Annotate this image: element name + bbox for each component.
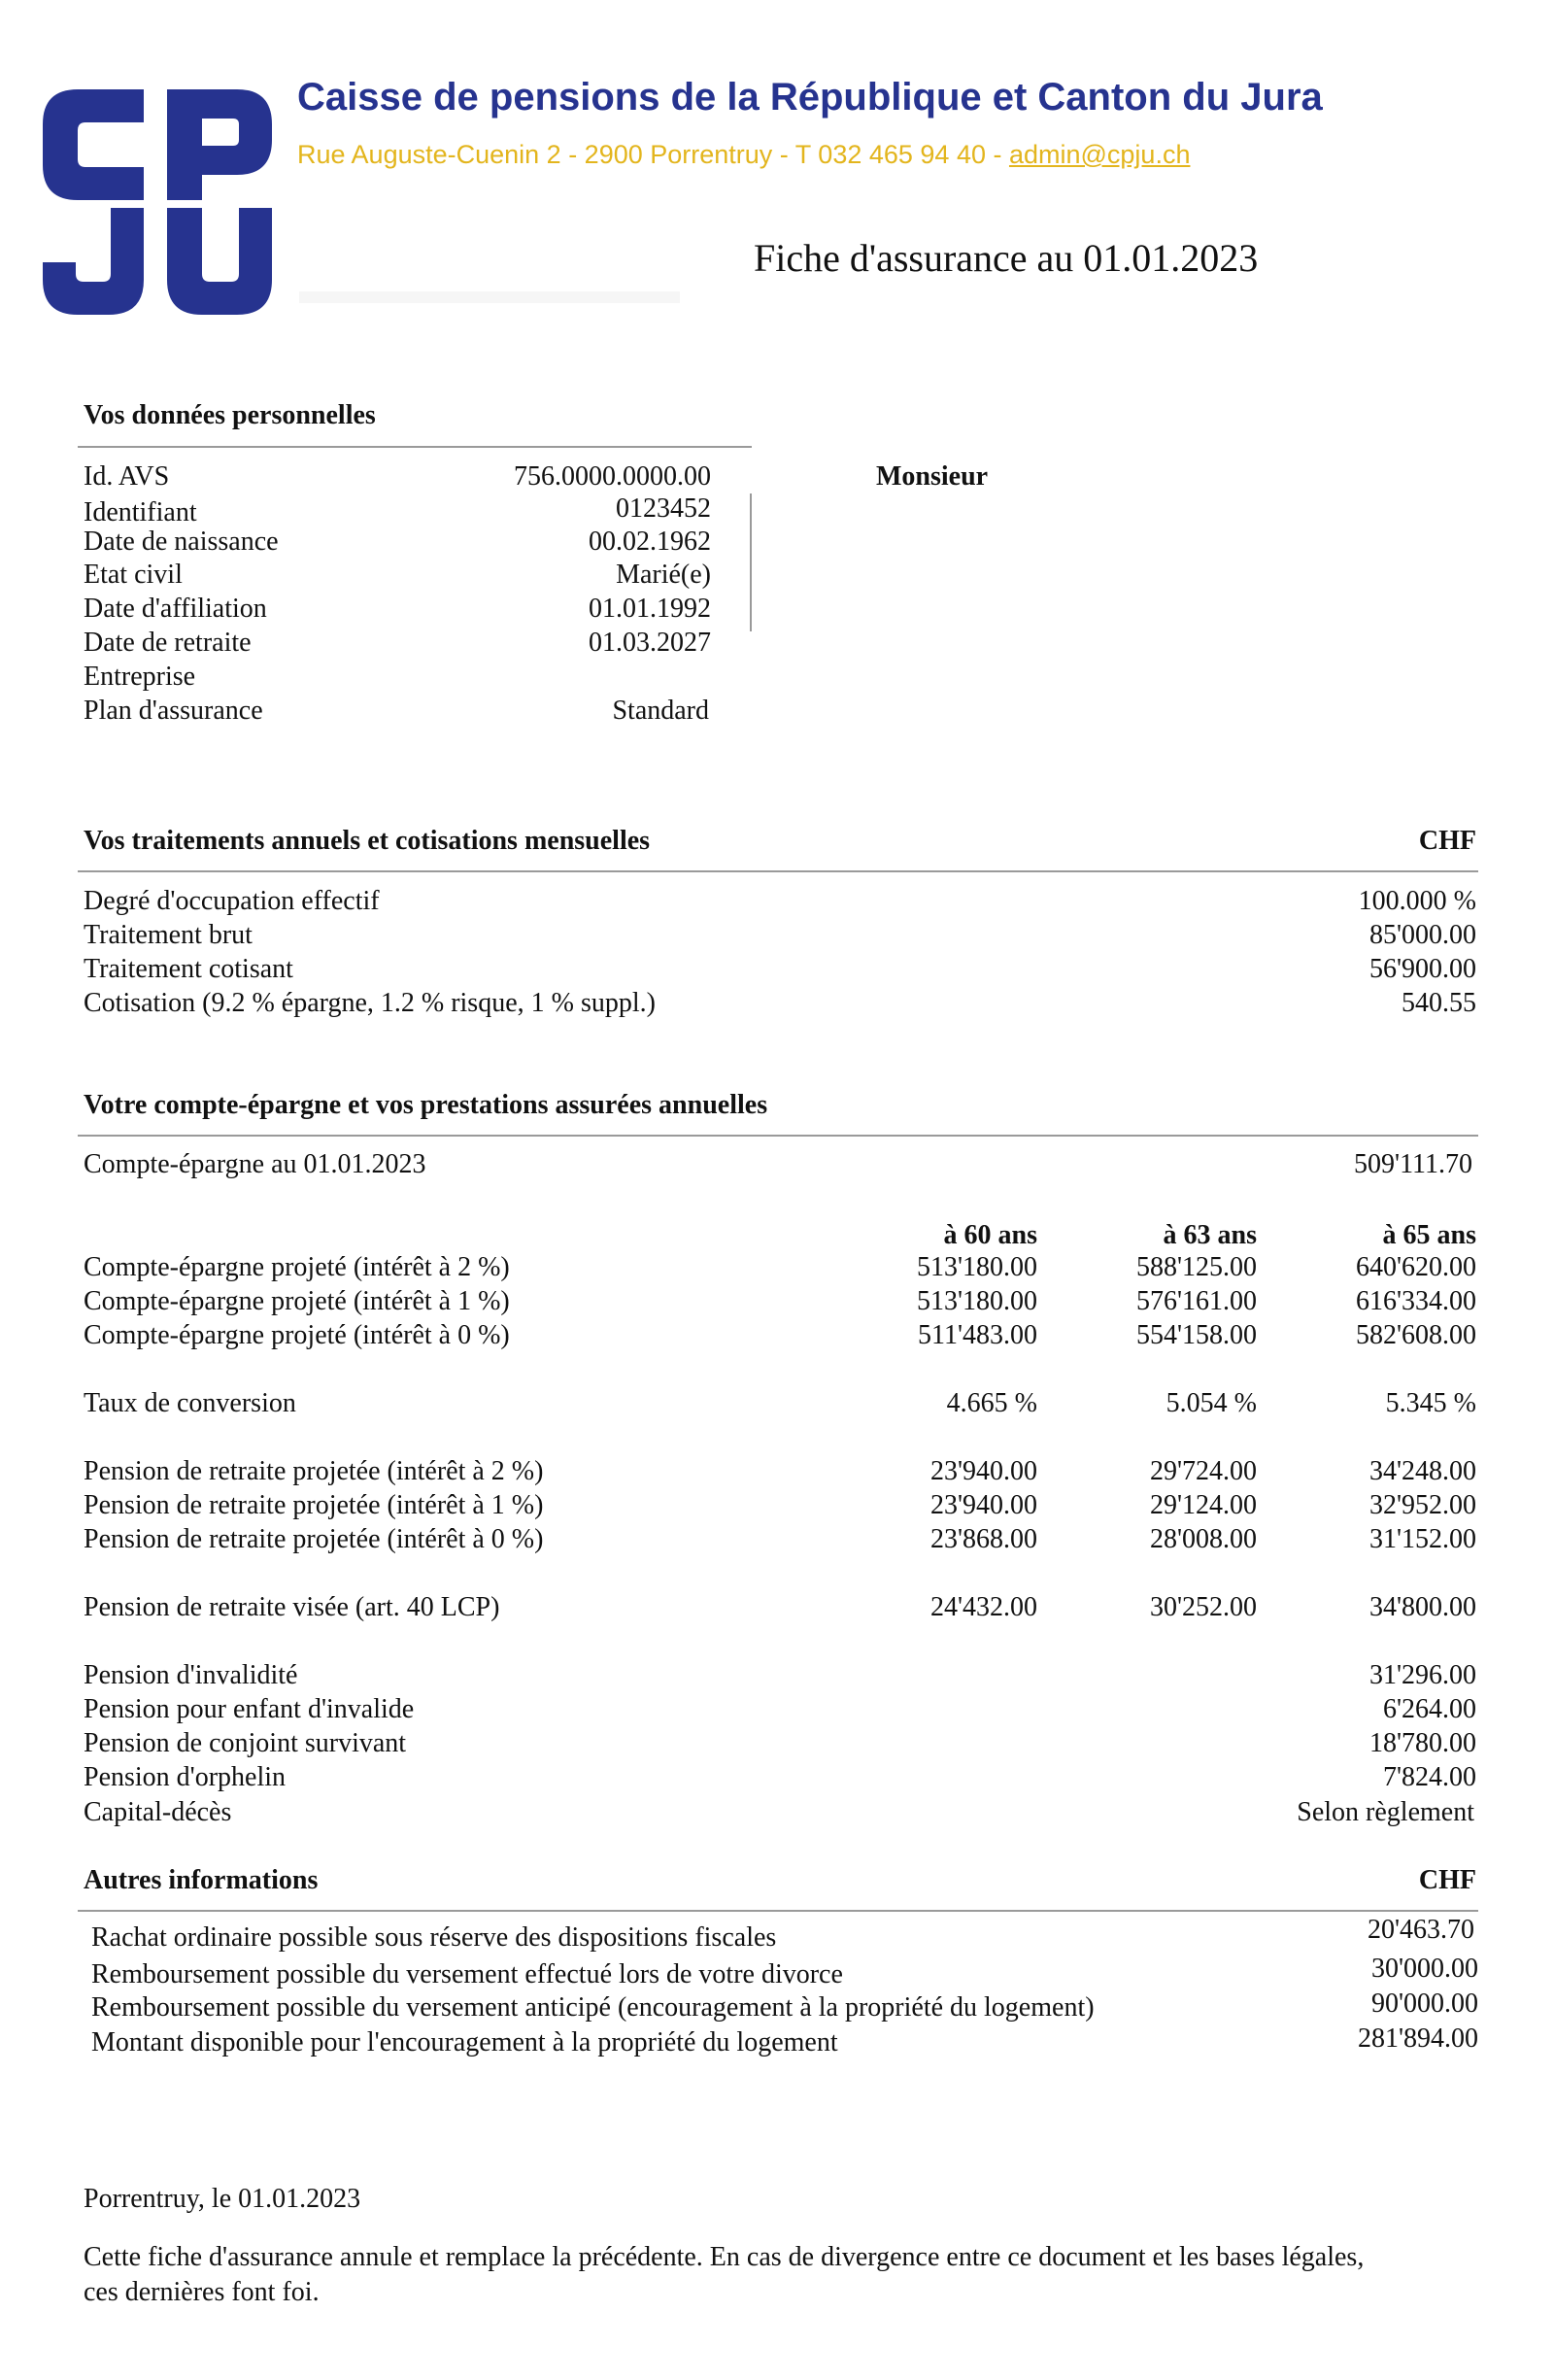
row-value: 6'264.00 — [1382, 1694, 1476, 1724]
value-63: 554'158.00 — [1135, 1320, 1257, 1350]
savings-rule — [78, 1135, 1478, 1137]
row-label: Date d'affiliation — [84, 594, 267, 624]
row-value: 56'900.00 — [1368, 954, 1476, 984]
value-63: 5.054 % — [1166, 1388, 1257, 1418]
row-label: Plan d'assurance — [84, 696, 263, 726]
other-section-title: Autres informations — [84, 1865, 319, 1895]
value-60: 24'432.00 — [929, 1592, 1037, 1622]
value-60: 513'180.00 — [916, 1286, 1037, 1316]
footer-note: Cette fiche d'assurance annule et remplace la précédente. En cas de divergence entre ce document et les bases légales, ces dernières font foi. — [84, 2242, 1365, 2307]
column-header-60: à 60 ans — [943, 1220, 1037, 1250]
value-65: 32'952.00 — [1368, 1490, 1476, 1520]
value-60: 4.665 % — [946, 1388, 1037, 1418]
row-label: Compte-épargne projeté (intérêt à 0 %) — [84, 1320, 510, 1350]
row-label: Taux de conversion — [84, 1388, 296, 1418]
personal-rule — [78, 446, 752, 448]
row-label: Pension d'invalidité — [84, 1660, 298, 1690]
value-60: 23'940.00 — [929, 1490, 1037, 1520]
salary-section-title: Vos traitements annuels et cotisations mensuelles — [84, 826, 651, 856]
row-label: Identifiant — [84, 497, 197, 527]
salary-rule — [78, 870, 1478, 872]
row-label: Cotisation (9.2 % épargne, 1.2 % risque, 1 % suppl.) — [84, 988, 656, 1018]
row-label: Pension de conjoint survivant — [84, 1728, 407, 1758]
header-divider — [299, 291, 680, 303]
row-label: Date de naissance — [84, 527, 279, 557]
row-label: Compte-épargne projeté (intérêt à 2 %) — [84, 1252, 510, 1282]
row-label: Capital-décès — [84, 1797, 232, 1827]
row-label: Remboursement possible du versement anticipé (encouragement à la propriété du logement) — [91, 1992, 1095, 2023]
cpju-logo — [43, 89, 272, 315]
balance-label: Compte-épargne au 01.01.2023 — [84, 1149, 426, 1179]
row-value: 18'780.00 — [1368, 1728, 1476, 1758]
row-value: 90'000.00 — [1370, 1989, 1478, 2019]
row-label: Pension de retraite projetée (intérêt à 2 %) — [84, 1456, 544, 1486]
row-label: Etat civil — [84, 560, 183, 590]
address-text: Rue Auguste-Cuenin 2 - 2900 Porrentruy - T 032 465 94 40 - — [297, 140, 1009, 169]
row-value: 31'296.00 — [1368, 1660, 1476, 1690]
row-label: Degré d'occupation effectif — [84, 886, 380, 916]
row-value: Standard — [612, 696, 709, 726]
row-value: 00.02.1962 — [589, 527, 711, 557]
row-value: 100.000 % — [1358, 886, 1476, 916]
row-label: Date de retraite — [84, 628, 252, 658]
value-60: 23'940.00 — [929, 1456, 1037, 1486]
row-value: Selon règlement — [1297, 1797, 1474, 1827]
row-value: 20'463.70 — [1367, 1915, 1474, 1945]
column-header-63: à 63 ans — [1163, 1220, 1257, 1250]
other-rule — [78, 1910, 1478, 1912]
value-60: 511'483.00 — [917, 1320, 1037, 1350]
row-value: 756.0000.0000.00 — [514, 461, 711, 492]
row-label: Pension d'orphelin — [84, 1762, 287, 1792]
row-value: 01.01.1992 — [589, 594, 711, 624]
row-value: 01.03.2027 — [589, 628, 711, 658]
row-label: Pension de retraite projetée (intérêt à 1 %) — [84, 1490, 544, 1520]
value-65: 5.345 % — [1385, 1388, 1476, 1418]
email-link[interactable]: admin@cpju.ch — [1008, 140, 1191, 169]
salutation: Monsieur — [876, 461, 989, 492]
row-value: 540.55 — [1402, 988, 1476, 1018]
row-label: Pension de retraite visée (art. 40 LCP) — [84, 1592, 500, 1622]
row-label: Traitement cotisant — [84, 954, 293, 984]
value-63: 30'252.00 — [1149, 1592, 1257, 1622]
row-label: Traitement brut — [84, 920, 253, 950]
row-value: 0123452 — [616, 493, 711, 524]
value-65: 31'152.00 — [1368, 1524, 1476, 1554]
document-title: Fiche d'assurance au 01.01.2023 — [754, 236, 1259, 280]
row-value: 281'894.00 — [1357, 2023, 1478, 2054]
savings-section-title: Votre compte-épargne et vos prestations assurées annuelles — [84, 1090, 768, 1120]
row-label: Rachat ordinaire possible sous réserve des dispositions fiscales — [91, 1922, 777, 1953]
row-value: 7'824.00 — [1382, 1762, 1476, 1792]
row-label: Remboursement possible du versement effectué lors de votre divorce — [91, 1959, 843, 1989]
salary-currency: CHF — [1418, 826, 1476, 856]
value-63: 29'724.00 — [1149, 1456, 1257, 1486]
other-currency: CHF — [1418, 1865, 1476, 1895]
value-63: 576'161.00 — [1135, 1286, 1257, 1316]
value-63: 28'008.00 — [1149, 1524, 1257, 1554]
row-label: Id. AVS — [84, 461, 170, 492]
value-65: 640'620.00 — [1355, 1252, 1476, 1282]
personal-vertical-rule — [750, 493, 752, 631]
row-label: Montant disponible pour l'encouragement à la propriété du logement — [91, 2027, 838, 2057]
value-65: 34'248.00 — [1368, 1456, 1476, 1486]
personal-section-title: Vos données personnelles — [84, 400, 376, 430]
organization-name: Caisse de pensions de la République et Canton du Jura — [297, 76, 1323, 119]
value-63: 588'125.00 — [1135, 1252, 1257, 1282]
column-header-65: à 65 ans — [1382, 1220, 1476, 1250]
value-60: 23'868.00 — [929, 1524, 1037, 1554]
value-65: 582'608.00 — [1355, 1320, 1476, 1350]
place-date: Porrentruy, le 01.01.2023 — [84, 2184, 361, 2214]
row-value: Marié(e) — [616, 560, 711, 590]
value-65: 616'334.00 — [1355, 1286, 1476, 1316]
row-value: 30'000.00 — [1370, 1954, 1478, 1984]
row-value: 85'000.00 — [1368, 920, 1476, 950]
value-65: 34'800.00 — [1368, 1592, 1476, 1622]
value-60: 513'180.00 — [916, 1252, 1037, 1282]
row-label: Pension pour enfant d'invalide — [84, 1694, 415, 1724]
organization-address — [297, 140, 1190, 170]
row-label: Entreprise — [84, 662, 196, 692]
balance-value: 509'111.70 — [1354, 1149, 1472, 1179]
row-label: Compte-épargne projeté (intérêt à 1 %) — [84, 1286, 510, 1316]
row-label: Pension de retraite projetée (intérêt à 0 %) — [84, 1524, 544, 1554]
value-63: 29'124.00 — [1149, 1490, 1257, 1520]
